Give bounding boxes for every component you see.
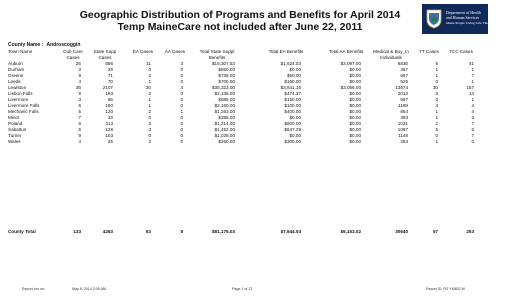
cell-state: 29 — [107, 67, 113, 72]
cell-ssb: $260.00 — [218, 139, 235, 144]
cell-ea: 0 — [148, 115, 151, 120]
cell-tcc: 4 — [471, 103, 474, 108]
cell-eab: $150.00 — [284, 97, 301, 102]
total-aa: 8 — [180, 229, 183, 234]
cell-state: 113 — [105, 121, 113, 126]
cell-tt: 0 — [435, 79, 438, 84]
cell-aa: 0 — [180, 67, 183, 72]
cell-ssb: $1,028.00 — [214, 133, 235, 138]
cell-eab: $400.00 — [284, 109, 301, 114]
cell-ssb: $685.00 — [218, 97, 235, 102]
cell-state: 120 — [105, 109, 113, 114]
cell-mb: 367 — [400, 67, 408, 72]
cell-town: Turner — [8, 133, 22, 138]
cell-aa: 0 — [180, 127, 183, 132]
cell-state: 71 — [107, 73, 113, 78]
cell-mb: 1087 — [397, 127, 408, 132]
cell-tt: 0 — [435, 97, 438, 102]
cell-tt: 1 — [435, 115, 438, 120]
cell-mb: 284 — [400, 139, 408, 144]
footer-run-label: Report run on: — [22, 287, 45, 291]
county-label: County Name : — [8, 42, 44, 48]
cell-cub: 9 — [78, 133, 81, 138]
cell-eab: $600.00 — [284, 121, 301, 126]
cell-town: Livermore — [8, 97, 29, 102]
total-ssb: $81,175.03 — [212, 229, 235, 234]
cell-eab: $0.00 — [289, 67, 301, 72]
cell-ssb: $700.00 — [218, 79, 235, 84]
cell-mb: 1148 — [398, 133, 408, 138]
cell-town: Sabattus — [8, 127, 27, 132]
total-eab: $7,944.04 — [280, 229, 301, 234]
cell-aab: $0.00 — [349, 133, 361, 138]
footer-page-number: Page 1 of 23 — [232, 287, 253, 291]
total-aab: $6,153.02 — [340, 229, 361, 234]
cell-tt: 3 — [435, 91, 438, 96]
cell-eab: $647.29 — [284, 127, 301, 132]
cell-tcc: 0 — [471, 139, 474, 144]
cell-aab: $0.00 — [349, 91, 361, 96]
cell-mb: 525 — [400, 79, 408, 84]
cell-mb: 667 — [400, 73, 408, 78]
cell-town: Leeds — [8, 79, 21, 84]
cell-tcc: 41 — [468, 61, 474, 66]
cell-mb: 393 — [400, 115, 408, 120]
cell-mb: 854 — [400, 109, 408, 114]
dhhs-logo — [422, 4, 524, 34]
report-subtitle: Temp MaineCare not included after June 22, 2011 — [117, 21, 363, 33]
cell-town: Lisbon Falls — [8, 91, 33, 96]
cell-tcc: 7 — [471, 121, 474, 126]
header-cub-care: Cub Care Cases — [63, 49, 83, 60]
cell-ssb: $2,160.00 — [214, 103, 235, 108]
cell-state: 65 — [107, 97, 113, 102]
cell-ssb: $355.00 — [218, 115, 235, 120]
cell-tt: 30 — [432, 85, 438, 90]
cell-eab: $0.00 — [289, 115, 301, 120]
cell-ea: 0 — [148, 67, 151, 72]
cell-state: 886 — [105, 61, 113, 66]
cell-state: 70 — [107, 79, 113, 84]
cell-ea: 30 — [145, 85, 151, 90]
cell-ea: 3 — [148, 127, 151, 132]
cell-town: Durham — [8, 67, 25, 72]
header-state-suppl-benefits: Total State Suppl Benefits — [199, 49, 235, 60]
cell-tcc: 7 — [471, 73, 474, 78]
cell-town: Livermore Falls — [8, 103, 40, 108]
cell-tcc: 2 — [471, 115, 474, 120]
cell-tt: 2 — [435, 121, 438, 126]
cell-tt: 1 — [435, 139, 438, 144]
cell-ea: 1 — [148, 97, 151, 102]
cell-aab: $3,097.00 — [340, 61, 361, 66]
footer-report-id: Report ID: RS YM802 W — [426, 287, 466, 291]
cell-eab: $100.00 — [284, 103, 301, 108]
cell-aa: 0 — [180, 91, 183, 96]
report-title: Geographic Distribution of Programs and Benefits for April 2014 — [79, 9, 401, 21]
cell-ea: 3 — [148, 121, 151, 126]
cell-tcc: 7 — [471, 133, 474, 138]
cell-eab: $3,841.15 — [280, 85, 301, 90]
cell-tt: 1 — [435, 67, 438, 72]
cell-aab: $0.00 — [349, 67, 361, 72]
cell-tcc: 14 — [468, 91, 474, 96]
cell-town: Lewiston — [8, 85, 27, 90]
cell-state: 33 — [107, 115, 113, 120]
total-tcc: 253 — [466, 229, 474, 234]
cell-aab: $0.00 — [349, 103, 361, 108]
cell-tcc: 1 — [471, 79, 474, 84]
cell-tcc: 6 — [471, 127, 474, 132]
cell-aab: $0.00 — [349, 79, 361, 84]
cell-tt: 0 — [435, 133, 438, 138]
cell-ssb: $550.00 — [218, 67, 235, 72]
cell-aa: 0 — [180, 79, 183, 84]
cell-mb: 6836 — [397, 61, 408, 66]
cell-ea: 1 — [148, 79, 151, 84]
cell-ssb: $1,214.00 — [214, 121, 235, 126]
total-state: 4263 — [102, 229, 113, 234]
cell-state: 128 — [105, 127, 113, 132]
cell-cub: 4 — [78, 139, 81, 144]
county-total-row — [0, 229, 494, 235]
cell-cub: 6 — [78, 121, 81, 126]
cell-town: Poland — [8, 121, 23, 126]
cell-ea: 0 — [148, 133, 151, 138]
cell-tt: 4 — [435, 103, 438, 108]
cell-mb: 567 — [400, 97, 408, 102]
header-town: Town Name — [8, 49, 33, 54]
cell-aa: 4 — [180, 85, 183, 90]
cell-ssb: $1,452.00 — [214, 127, 235, 132]
cell-tcc: 1 — [471, 67, 474, 72]
cell-state: 2107 — [102, 85, 113, 90]
cell-aab: $3,056.00 — [340, 85, 361, 90]
total-mb: 30640 — [395, 229, 408, 234]
cell-town: Wales — [8, 139, 21, 144]
cell-aa: 1 — [180, 109, 183, 114]
cell-aa: 3 — [180, 61, 183, 66]
cell-mb: 2013 — [397, 91, 408, 96]
cell-town: Greene — [8, 73, 24, 78]
header-medical-buyin: Medical & Buy_In Individuals — [373, 49, 409, 60]
total-label: County Total — [8, 229, 36, 234]
cell-cub: 6 — [78, 103, 81, 108]
cell-aab: $0.00 — [349, 97, 361, 102]
cell-aab: $0.00 — [349, 115, 361, 120]
cell-aab: $0.00 — [349, 73, 361, 78]
header-aa-benefits: Total AA Benefits — [328, 49, 364, 54]
cell-cub: 5 — [78, 127, 81, 132]
cell-aab: $0.00 — [349, 127, 361, 132]
cell-tt: 8 — [435, 61, 438, 66]
cell-cub: 9 — [78, 73, 81, 78]
total-tt: 57 — [432, 229, 438, 234]
cell-eab: $474.37 — [284, 91, 301, 96]
cell-ea: 11 — [146, 61, 151, 66]
cell-aa: 0 — [180, 73, 183, 78]
cell-aab: $0.00 — [349, 109, 361, 114]
cell-eab: $0.00 — [289, 133, 301, 138]
cell-ea: 1 — [148, 103, 151, 108]
header-tt-cases: TT Cases — [419, 49, 439, 54]
cell-mb: 1031 — [397, 121, 408, 126]
county-name-line — [8, 42, 82, 48]
logo-line-1: Department of Health — [446, 10, 481, 15]
cell-aa: 0 — [180, 103, 183, 108]
cell-eab: $150.00 — [284, 79, 301, 84]
cell-tt: 1 — [435, 73, 438, 78]
cell-eab: $1,624.03 — [280, 61, 301, 66]
state-seal-icon — [425, 9, 443, 29]
cell-tt: 5 — [435, 127, 438, 132]
cell-tcc: 157 — [466, 85, 474, 90]
cell-aa: 0 — [180, 133, 183, 138]
logo-line-3: Maine People Living Safe, Healthy and Productive Lives — [446, 21, 524, 25]
cell-cub: 8 — [78, 91, 81, 96]
cell-ea: 2 — [148, 139, 151, 144]
cell-cub: 4 — [78, 79, 81, 84]
total-cub: 133 — [73, 229, 81, 234]
cell-town: Mechanic Falls — [8, 109, 39, 114]
cell-cub: 26 — [75, 61, 81, 66]
cell-aa: 0 — [180, 121, 183, 126]
cell-cub: 3 — [78, 97, 81, 102]
cell-cub: 7 — [78, 115, 81, 120]
cell-eab: $50.00 — [286, 73, 301, 78]
cell-ssb: $16,307.53 — [212, 61, 235, 66]
cell-cub: 36 — [75, 85, 81, 90]
cell-ea: 2 — [148, 109, 151, 114]
header-aa-cases: AA Cases — [164, 49, 186, 54]
header-state-supp: State Supp Cases — [93, 49, 117, 60]
cell-aa: 0 — [180, 115, 183, 120]
cell-cub: 5 — [78, 109, 81, 114]
cell-cub: 3 — [78, 67, 81, 72]
cell-state: 193 — [105, 91, 113, 96]
cell-ea: 2 — [148, 91, 151, 96]
cell-town: Minot — [8, 115, 20, 120]
cell-aa: 0 — [180, 139, 183, 144]
cell-town: Auburn — [8, 61, 23, 66]
cell-tcc: 4 — [471, 109, 474, 114]
cell-aa: 0 — [180, 97, 183, 102]
header-ea-benefits: Total EA Benefits — [268, 49, 304, 54]
footer-run-date: May 8, 2014 2:05 AM — [72, 287, 106, 291]
cell-state: 25 — [107, 139, 113, 144]
cell-ssb: $738.00 — [218, 73, 235, 78]
county-value: Androscoggin — [46, 42, 81, 48]
cell-tcc: 1 — [471, 97, 474, 102]
cell-tt: 1 — [435, 109, 438, 114]
cell-state: 180 — [105, 103, 113, 108]
cell-state: 103 — [105, 133, 113, 138]
cell-ssb: $1,263.00 — [214, 109, 235, 114]
header-tcc-cases: TCC Cases — [449, 49, 473, 54]
header-ea-cases: EA Cases — [132, 49, 154, 54]
cell-eab: $300.00 — [284, 139, 301, 144]
cell-aab: $0.00 — [349, 121, 361, 126]
table-row — [0, 139, 494, 145]
cell-aab: $0.00 — [349, 139, 361, 144]
cell-ssb: $2,135.00 — [214, 91, 235, 96]
cell-mb: 13674 — [395, 85, 408, 90]
logo-line-2: and Human Services — [446, 15, 480, 20]
total-ea: 63 — [145, 229, 151, 234]
cell-ea: 2 — [148, 73, 151, 78]
cell-ssb: $38,323.00 — [212, 85, 235, 90]
cell-mb: 1189 — [398, 103, 408, 108]
